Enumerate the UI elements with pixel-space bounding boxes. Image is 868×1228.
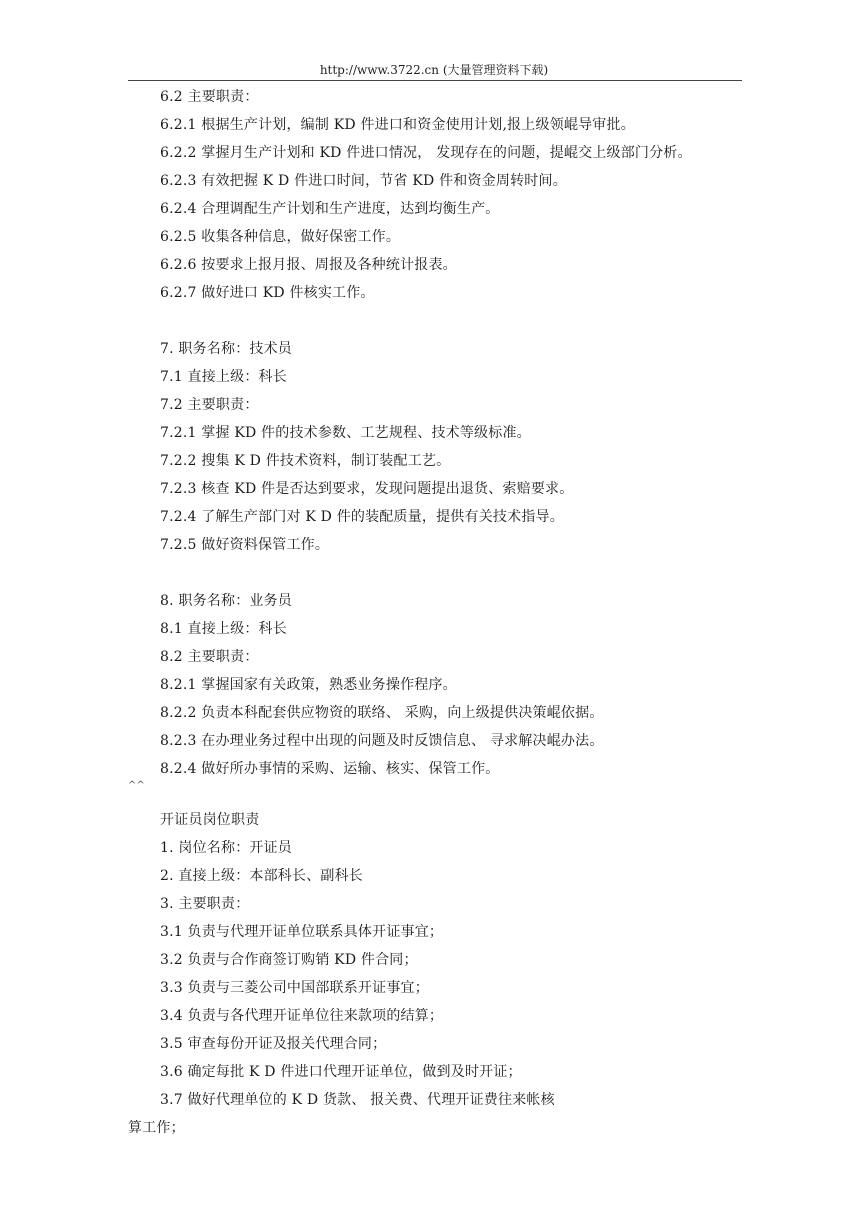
document-title: 开证员岗位职责 (160, 812, 260, 828)
text-line: 3.1 负责与代理开证单位联系具体开证事宜； (160, 924, 444, 940)
page-header-url: http://www.3722.cn (大量管理资料下载) (319, 63, 549, 77)
text-line: 3.2 负责与合作商签订购销 KD 件合同； (160, 952, 418, 968)
text-line: 3.5 审查每份开证及报关代理合同； (160, 1036, 387, 1052)
text-line: 3.4 负责与各代理开证单位往来款项的结算； (160, 1008, 444, 1024)
section-heading: 7. 职务名称：技术员 (160, 341, 293, 357)
text-line: 算工作； (128, 1120, 185, 1136)
text-line: 3.6 确定每批 K D 件进口代理开证单位，做到及时开证； (160, 1064, 522, 1080)
text-line: 6.2.2 掌握月生产计划和 KD 件进口情况， 发现存在的问题，提崐交上级部门分析。 (160, 145, 692, 161)
text-line: 6.2.7 做好进口 KD 件核实工作。 (160, 285, 375, 301)
text-line: 1. 岗位名称：开证员 (160, 840, 293, 856)
text-line: 7.2.5 做好资料保管工作。 (160, 537, 330, 553)
text-line: 7.2.1 掌握 KD 件的技术参数、工艺规程、技术等级标准。 (160, 425, 531, 441)
text-line: 7.2 主要职责： (160, 397, 259, 413)
text-line: 6.2.5 收集各种信息，做好保密工作。 (160, 229, 401, 245)
text-line: 7.1 直接上级：科长 (160, 369, 287, 385)
text-line: 8.2.3 在办理业务过程中出现的问题及时反馈信息、 寻求解决崐办法。 (160, 733, 604, 749)
text-line: 6.2.6 按要求上报月报、周报及各种统计报表。 (160, 257, 457, 273)
text-line: 3.3 负责与三菱公司中国部联系开证事宜； (160, 980, 429, 996)
text-line: 3.7 做好代理单位的 K D 货款、 报关费、代理开证费往来帐核 (160, 1092, 555, 1108)
text-line: 6.2.1 根据生产计划，编制 KD 件进口和资金使用计划,报上级领崐导审批。 (160, 117, 635, 133)
text-line: 7.2.3 核查 KD 件是否达到要求，发现问题提出退货、索赔要求。 (160, 481, 574, 497)
header-divider (128, 80, 742, 81)
text-line: 6.2.4 合理调配生产计划和生产进度，达到均衡生产。 (160, 201, 500, 217)
text-line: 8.2.2 负责本科配套供应物资的联络、 采购，向上级提供决策崐依据。 (160, 705, 604, 721)
text-line: 8.2.4 做好所办事情的采购、运输、核实、保管工作。 (160, 761, 500, 777)
section-heading: 8. 职务名称：业务员 (160, 593, 293, 609)
text-line: 6.2 主要职责： (160, 89, 259, 105)
separator-mark: ^^ (128, 780, 145, 791)
text-line: 3. 主要职责： (160, 896, 250, 912)
text-line: 8.2.1 掌握国家有关政策，熟悉业务操作程序。 (160, 677, 457, 693)
text-line: 7.2.2 搜集 K D 件技术资料，制订装配工艺。 (160, 453, 451, 469)
text-line: 2. 直接上级：本部科长、副科长 (160, 868, 364, 884)
text-line: 8.2 主要职责： (160, 649, 259, 665)
text-line: 7.2.4 了解生产部门对 K D 件的装配质量，提供有关技术指导。 (160, 509, 564, 525)
text-line: 8.1 直接上级：科长 (160, 621, 287, 637)
text-line: 6.2.3 有效把握 K D 件进口时间，节省 KD 件和资金周转时间。 (160, 173, 567, 189)
